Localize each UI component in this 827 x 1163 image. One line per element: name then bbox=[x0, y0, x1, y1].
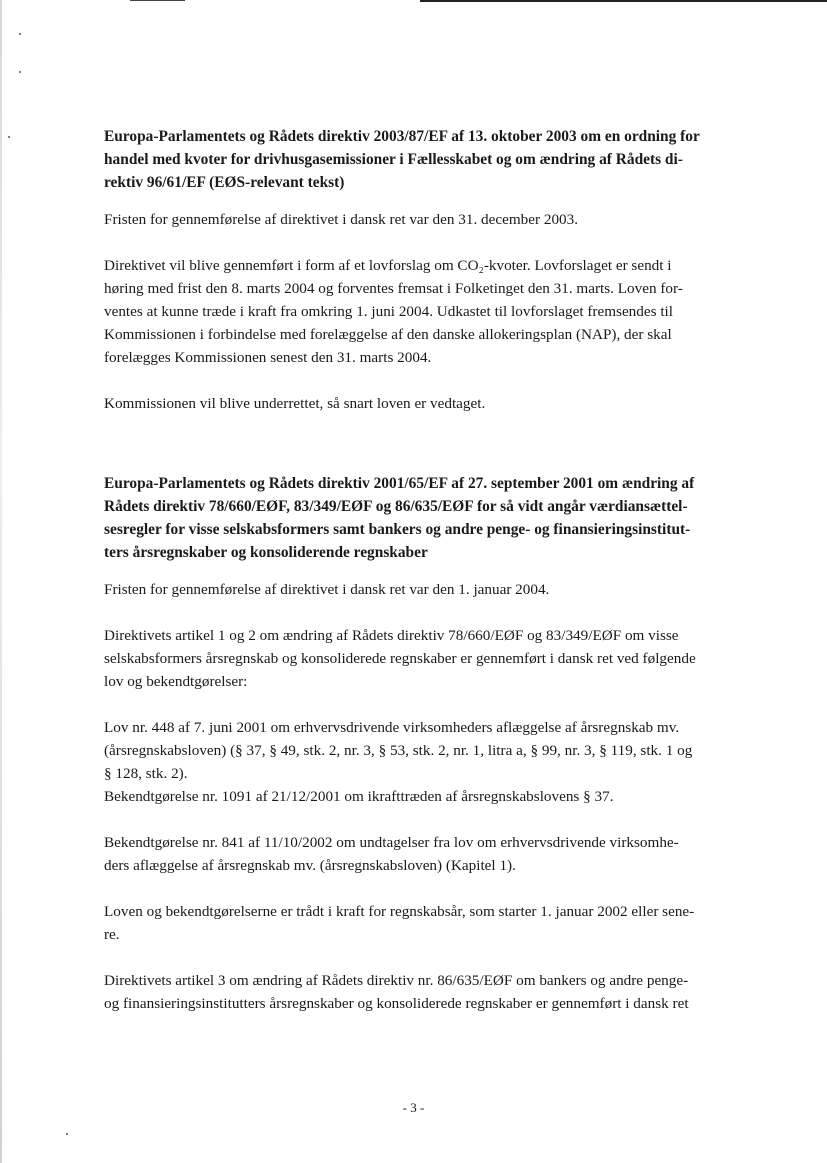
text-line: høring med frist den 8. marts 2004 og forventes fremsat i Folketinget den 31. marts. Loven for- bbox=[104, 280, 683, 297]
section-directive-2003-87 bbox=[104, 125, 752, 415]
scan-speck bbox=[19, 33, 21, 35]
text-line: Loven og bekendtgørelserne er trådt i kraft for regnskabsår, som starter 1. januar 2002 eller sene- bbox=[104, 903, 695, 920]
scan-speck bbox=[8, 136, 10, 138]
text-line: forelægges Kommissionen senest den 31. marts 2004. bbox=[104, 349, 432, 366]
page-number: - 3 - bbox=[402, 1100, 425, 1115]
text-line: Lov nr. 448 af 7. juni 2001 om erhvervsdrivende virksomheders aflæggelse af årsregnskab mv. bbox=[104, 719, 680, 736]
top-rule-short bbox=[130, 0, 185, 1]
scan-speck bbox=[19, 71, 21, 73]
document-body bbox=[104, 125, 752, 1015]
top-rule-long bbox=[420, 0, 827, 2]
paragraph bbox=[104, 900, 752, 946]
paragraph bbox=[104, 831, 752, 877]
text-line: § 128, stk. 2). bbox=[104, 765, 188, 782]
heading-line: handel med kvoter for drivhusgasemissioner i Fællesskabet og om ændring af Rådets di- bbox=[104, 151, 683, 168]
text-line: Fristen for gennemførelse af direktivet i dansk ret var den 31. december 2003. bbox=[104, 211, 579, 228]
text-line: re. bbox=[104, 926, 120, 943]
heading-line: ters årsregnskaber og konsoliderende regnskaber bbox=[104, 544, 428, 561]
text-line: ventes at kunne træde i kraft fra omkring 1. juni 2004. Udkastet til lovforslaget fremsendes til bbox=[104, 303, 673, 320]
text-line: Bekendtgørelse nr. 1091 af 21/12/2001 om ikrafttræden af årsregnskabslovens § 37. bbox=[104, 788, 614, 805]
paragraph bbox=[104, 969, 752, 1015]
paragraph bbox=[104, 716, 752, 808]
paragraph bbox=[104, 392, 752, 415]
text-line: Direktivets artikel 3 om ændring af Rådets direktiv nr. 86/635/EØF om bankers og andre penge- bbox=[104, 972, 689, 989]
text-line: lov og bekendtgørelser: bbox=[104, 673, 248, 690]
text-line: ders aflæggelse af årsregnskab mv. (årsregnskabsloven) (Kapitel 1). bbox=[104, 857, 516, 874]
text-line: og finansieringsinstitutters årsregnskaber og konsoliderede regnskaber er gennemført i dansk ret bbox=[104, 995, 689, 1012]
text-line: (årsregnskabsloven) (§ 37, § 49, stk. 2, nr. 3, § 53, stk. 2, nr. 1, litra a, § 99, nr. 3, § 119, stk. 1 og bbox=[104, 742, 693, 759]
scan-speck bbox=[66, 1133, 68, 1135]
heading-line: rektiv 96/61/EF (EØS-relevant tekst) bbox=[104, 174, 345, 191]
text-line: Kommissionen vil blive underrettet, så snart loven er vedtaget. bbox=[104, 395, 486, 412]
section-directive-2001-65 bbox=[104, 472, 752, 1015]
section-heading bbox=[104, 472, 752, 564]
heading-line: Rådets direktiv 78/660/EØF, 83/349/EØF og 86/635/EØF for så vidt angår værdiansættel- bbox=[104, 498, 688, 515]
text-line: Fristen for gennemførelse af direktivet i dansk ret var den 1. januar 2004. bbox=[104, 581, 550, 598]
scan-edge-shadow bbox=[0, 0, 2, 1163]
heading-line: sesregler for visse selskabsformers samt bankers og andre penge- og finansieringsinstitut- bbox=[104, 521, 691, 538]
paragraph bbox=[104, 254, 752, 369]
heading-line: Europa-Parlamentets og Rådets direktiv 2001/65/EF af 27. september 2001 om ændring af bbox=[104, 475, 695, 492]
section-heading bbox=[104, 125, 752, 194]
paragraph bbox=[104, 208, 752, 231]
text-line: Direktivets artikel 1 og 2 om ændring af Rådets direktiv 78/660/EØF og 83/349/EØF om visse bbox=[104, 627, 679, 644]
heading-line: Europa-Parlamentets og Rådets direktiv 2003/87/EF af 13. oktober 2003 om en ordning for bbox=[104, 128, 700, 145]
paragraph bbox=[104, 578, 752, 601]
text-line: selskabsformers årsregnskab og konsoliderede regnskaber er gennemført i dansk ret ved følgende bbox=[104, 650, 696, 667]
paragraph bbox=[104, 624, 752, 693]
text-line: Bekendtgørelse nr. 841 af 11/10/2002 om undtagelser fra lov om erhvervsdrivende virksomhe- bbox=[104, 834, 679, 851]
text-line: Kommissionen i forbindelse med forelæggelse af den danske allokeringsplan (NAP), der skal bbox=[104, 326, 672, 343]
text-line: Direktivet vil blive gennemført i form af et lovforslag om CO₂-kvoter. Lovforslaget er sendt i bbox=[104, 257, 672, 274]
